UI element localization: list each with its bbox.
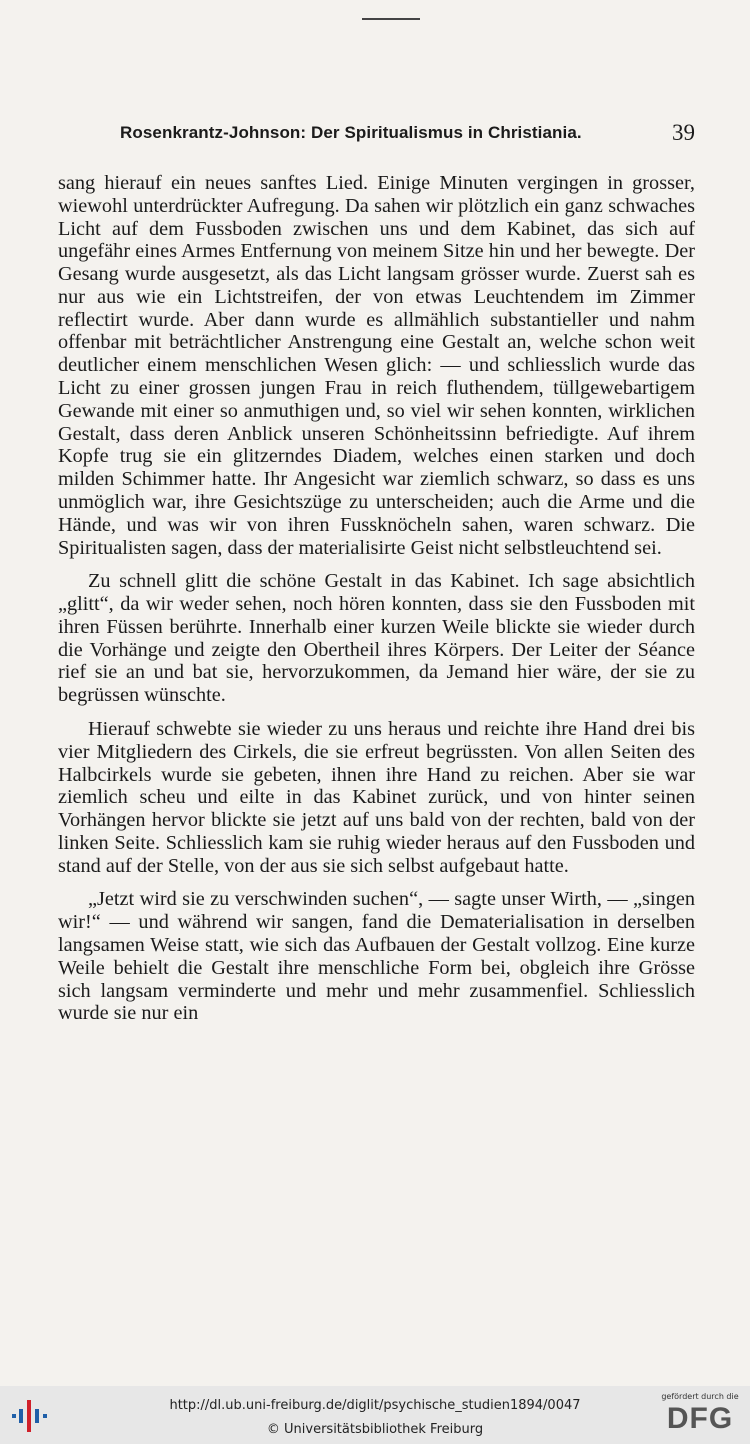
paragraph-1: sang hierauf ein neues sanftes Lied. Einige Minuten vergingen in grosser, wiewohl unterdrückter Aufregung. Da sahen wir plötzlich ein ganz schwaches Licht auf dem Fussboden zwischen uns und dem Kabinet, das sich auf ungefähr eines Armes Entfernung von meinem Sitze hin und her bewegte. Der Gesang wurde ausgesetzt, als das Licht langsam grösser wurde. Zuerst sah es nur aus wie ein Lichtstreifen, der von etwas Leuchtendem im Zimmer reflectirt wurde. Aber dann wurde es allmählich substantieller und nahm offenbar mit beträchtlicher Anstrengung eine Gestalt an, welche schon weit deutlicher einem menschlichen Wesen glich: — und schliesslich wurde das Licht zu einer grossen jungen Frau in reich fluthendem, tüllgewebartigem Gewande mit einer so anmuthigen und, so viel wir sehen konnten, wirklichen Gestalt, dass deren Anblick unseren Schönheitssinn befriedigte. Auf ihrem Kopfe trug sie ein glitzerndes Diadem, welches einen starken und doch milden Schimmer hatte. Ihr Angesicht war ziemlich schwarz, so dass es uns unmöglich war, ihre Gesichtszüge zu unterscheiden; auch die Arme und die Hände, und was wir von ihren Fussknöcheln sahen, waren schwarz. Die Spiritualisten sagen, dass der materialisirte Geist nicht selbstleuchtend sei. <box>58 172 695 559</box>
copyright-notice: © Universitätsbibliothek Freiburg <box>266 1422 484 1437</box>
paragraph-4: „Jetzt wird sie zu verschwinden suchen“, — sagte unser Wirth, — „singen wir!“ — und während wir sangen, fand die Dematerialisation in derselben langsamen Weise statt, wie sich das Aufbauen der Gestalt vollzog. Eine kurze Weile behielt die Gestalt ihre menschliche Form bei, obgleich ihre Grösse sich langsam verminderte und mehr und mehr zusammenfiel. Schliesslich wurde sie nur ein <box>58 888 695 1025</box>
running-title: Rosenkrantz-Johnson: Der Spiritualismus in Christiania. <box>120 123 582 142</box>
viewer-footer <box>0 1386 750 1444</box>
running-head <box>120 120 695 151</box>
dfg-funding-note: gefördert durch die <box>661 1392 739 1401</box>
source-url-link[interactable]: http://dl.ub.uni-freiburg.de/diglit/psychische_studien1894/0047 <box>169 1398 581 1413</box>
body-text <box>58 172 695 1025</box>
paragraph-3: Hierauf schwebte sie wieder zu uns heraus und reichte ihre Hand drei bis vier Mitgliedern des Cirkels, die sie erfreut begrüssten. Von allen Seiten des Halbcirkels wurde sie gebeten, ihnen ihre Hand zu reichen. Aber sie war ziemlich scheu und eilte in das Kabinet zurück, und von hinter seinen Vorhängen hervor blickte sie jetzt auf uns bald von der rechten, bald von der linken Seite. Schliesslich kam sie ruhig wieder heraus auf den Fussboden und stand auf der Stelle, von der aus sie sich selbst aufgebaut hatte. <box>58 717 695 877</box>
paragraph-2: Zu schnell glitt die schöne Gestalt in das Kabinet. Ich sage absichtlich „glitt“, da wir weder sehen, noch hören konnten, dass sie den Fussboden mit ihren Füssen berührte. Innerhalb einer kurzen Weile blickte sie wieder durch die Vorhänge und zeigte den Obertheil ihres Körpers. Der Leiter der Séance rief sie an und bat sie, hervorzukommen, da Jemand hier wäre, der sie zu begrüssen wünschte. <box>58 570 695 707</box>
top-rule <box>362 18 420 20</box>
page-number: 39 <box>672 120 695 145</box>
dfg-logo[interactable] <box>658 1392 742 1440</box>
dfg-logo-text: DFG <box>666 1402 734 1435</box>
